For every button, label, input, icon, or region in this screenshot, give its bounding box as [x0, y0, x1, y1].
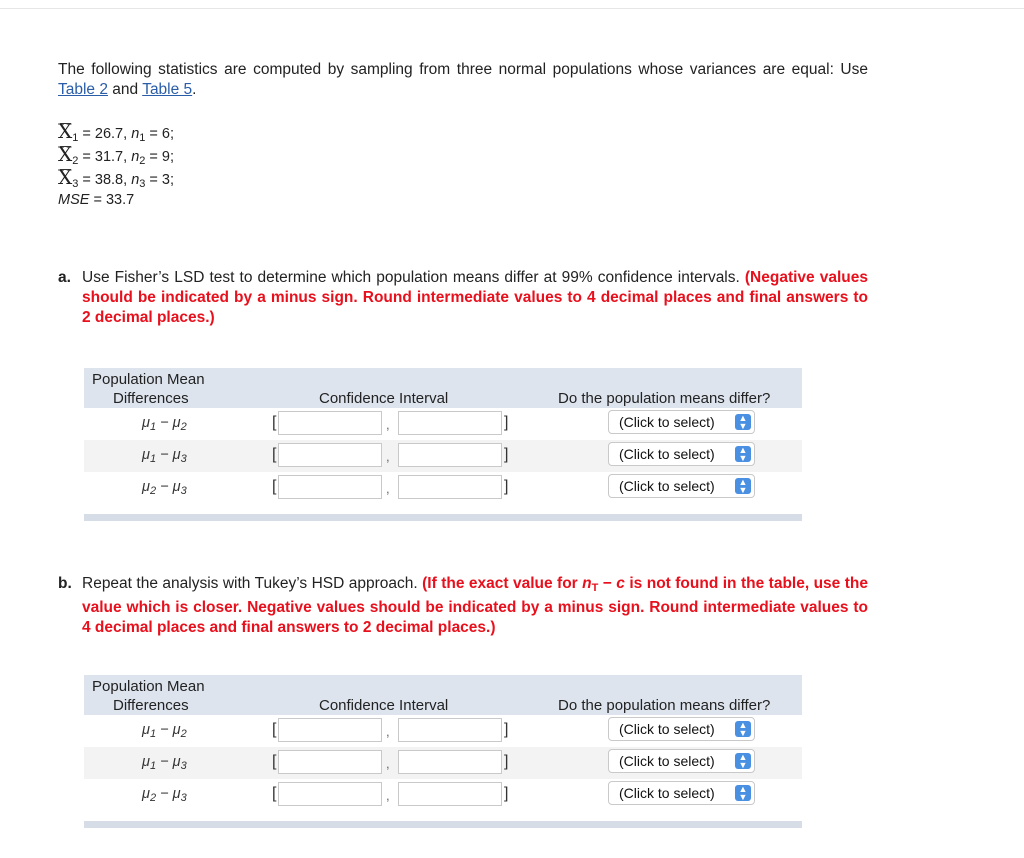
stat-row-3: $X_3 = 38.8$, $n_3 = 3$;: [58, 165, 175, 190]
stat-row-2: $X_2 = 31.7$, $n_2 = 9$;: [58, 142, 175, 167]
differ-select[interactable]: (Click to select) ▲ ▼: [608, 410, 755, 434]
select-arrows-icon: ▲ ▼: [735, 478, 751, 494]
top-divider: [0, 8, 1024, 9]
difference-label: $\mu_1 - \mu_3$: [142, 447, 187, 465]
differ-select[interactable]: (Click to select) ▲ ▼: [608, 749, 755, 773]
upper-bound-input[interactable]: [398, 750, 502, 774]
lower-bound-input[interactable]: [278, 750, 382, 774]
lower-bound-input[interactable]: [278, 782, 382, 806]
upper-bound-input[interactable]: [398, 443, 502, 467]
part-b-question: b. Repeat the analysis with Tukey’s HSD approach. (If the exact value for $n_T - c$ is not found in the table, use the value which is closer. Negative values should be indicated by a minus sign. Round intermediate values to 4 decimal places and final answers to 2 decimal places.): [58, 575, 868, 636]
differ-select[interactable]: (Click to select) ▲ ▼: [608, 781, 755, 805]
differ-select[interactable]: (Click to select) ▲ ▼: [608, 442, 755, 466]
lower-bound-input[interactable]: [278, 443, 382, 467]
difference-label: $\mu_2 - \mu_3$: [142, 479, 187, 497]
table-row: $\mu_1 - \mu_3$ [ , ] (Click to select) ▲ ▼: [84, 440, 802, 472]
difference-label: $\mu_1 - \mu_2$: [142, 415, 187, 433]
table-row: $\mu_2 - \mu_3$ [ , ] (Click to select) ▲ ▼: [84, 472, 802, 504]
table-row: $\mu_1 - \mu_2$ [ , ] (Click to select) ▲ ▼: [84, 715, 802, 747]
select-arrows-icon: ▲ ▼: [735, 721, 751, 737]
table-header: Population Mean Differences Confidence Interval Do the population means differ?: [84, 368, 802, 408]
lower-bound-input[interactable]: [278, 475, 382, 499]
select-arrows-icon: ▲ ▼: [735, 414, 751, 430]
upper-bound-input[interactable]: [398, 718, 502, 742]
difference-label: $\mu_1 - \mu_3$: [142, 754, 187, 772]
difference-label: $\mu_1 - \mu_2$: [142, 722, 187, 740]
select-arrows-icon: ▲ ▼: [735, 785, 751, 801]
difference-label: $\mu_2 - \mu_3$: [142, 786, 187, 804]
table-2-link[interactable]: Table 2: [58, 81, 108, 98]
table-footer: [84, 821, 802, 828]
stat-row-1: $X_1 = 26.7$, $n_1 = 6$;: [58, 119, 175, 144]
upper-bound-input[interactable]: [398, 782, 502, 806]
table-footer: [84, 514, 802, 521]
differ-select[interactable]: (Click to select) ▲ ▼: [608, 717, 755, 741]
lower-bound-input[interactable]: [278, 411, 382, 435]
upper-bound-input[interactable]: [398, 475, 502, 499]
problem-intro: The following statistics are computed by sampling from three normal populations whose variances are equal: Use Table 2 and Table 5.: [58, 61, 868, 98]
differ-select[interactable]: (Click to select) ▲ ▼: [608, 474, 755, 498]
table-header: Population Mean Differences Confidence Interval Do the population means differ?: [84, 675, 802, 715]
table-row: $\mu_1 - \mu_3$ [ , ] (Click to select) ▲ ▼: [84, 747, 802, 779]
select-arrows-icon: ▲ ▼: [735, 446, 751, 462]
table-row: $\mu_1 - \mu_2$ [ , ] (Click to select) ▲ ▼: [84, 408, 802, 440]
stat-row-mse: MSE = 33.7: [58, 192, 135, 208]
sample-statistics: [58, 120, 174, 212]
select-arrows-icon: ▲ ▼: [735, 753, 751, 769]
table-5-link[interactable]: Table 5: [142, 81, 193, 98]
part-a-question: a. Use Fisher’s LSD test to determine which population means differ at 99% confidence intervals. (Negative values should be indicated by a minus sign. Round intermediate values to 4 decimal places and final answers to 2 decimal places.): [58, 269, 868, 326]
table-row: $\mu_2 - \mu_3$ [ , ] (Click to select) ▲ ▼: [84, 779, 802, 811]
upper-bound-input[interactable]: [398, 411, 502, 435]
lower-bound-input[interactable]: [278, 718, 382, 742]
